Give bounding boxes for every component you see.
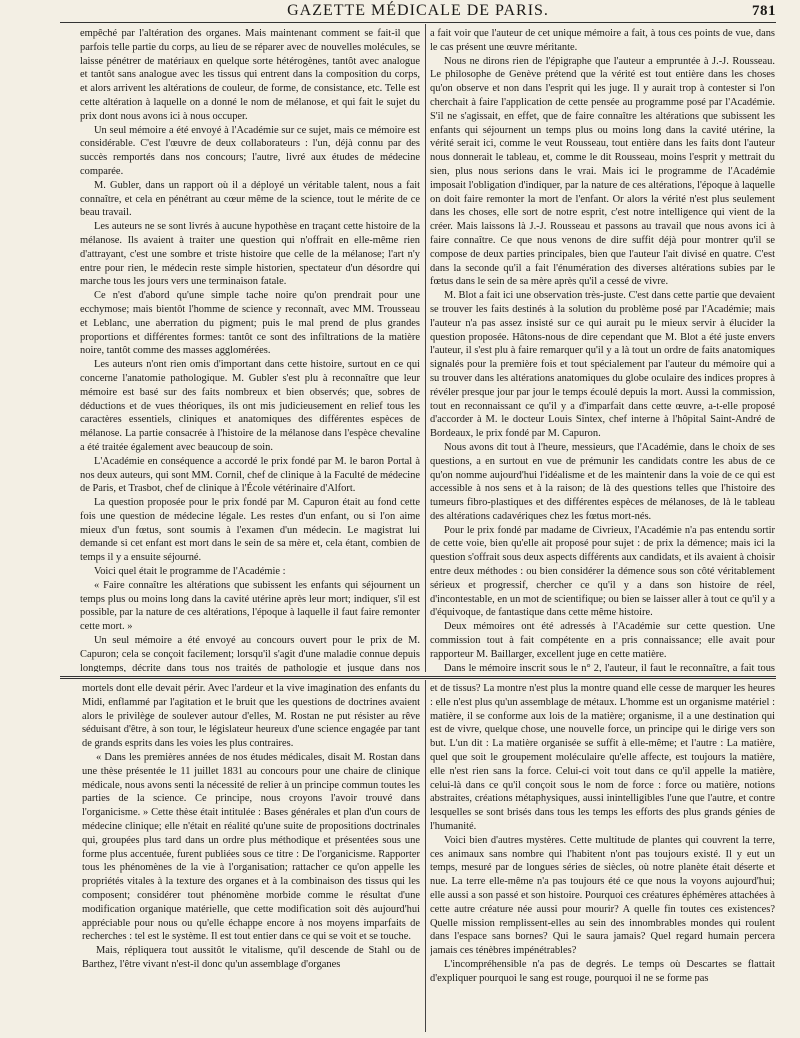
paragraph: a fait voir que l'auteur de cet unique mémoire a fait, à tous ces points de vue, dans le cas présent une œuvre méritante.: [430, 28, 775, 53]
paragraph: Voici bien d'autres mystères. Cette multitude de plantes qui couvrent la terre, ces animaux sans nombre qui l'habitent n'ont pas toujours existé. Il y eut un temps, mesuré par de longues séries de siècles, où notre planète était déserte et nue. La terre elle-même n'a pas toujours été ce que nous la voyons aujourd'hui; elle aussi a son passé et son histoire. Pourquoi ces créatures éphémères attachées à cette autre créature née aussi pour mourir? A quelle fin toutes ces existences? Quelle mission remplissent-elles au sein des innombrables mondes qui roulent dans l'espace sans bornes? Qui le saura jamais? Quel regard humain percera jamais ces ténèbres impénétrables?: [430, 834, 775, 957]
paragraph: M. Gubler, dans un rapport où il a déployé un véritable talent, nous a fait connaître, et cela en pénétrant au cœur même de la science, tout le mérite de ce beau travail.: [80, 179, 420, 219]
bottom-right-column: [430, 682, 775, 1032]
top-right-column: [430, 27, 775, 672]
page-header: [60, 0, 776, 23]
page-number: 781: [752, 2, 776, 19]
column-rule-top: [425, 24, 426, 672]
journal-title: GAZETTE MÉDICALE DE PARIS.: [287, 2, 549, 19]
paragraph: L'Académie en conséquence a accordé le prix fondé par M. le baron Portal à nos deux auteurs, qui sont MM. Cornil, chef de clinique à la Faculté de médecine de Paris, et Trasbot, chef de clinique à l'École vétérinaire d'Alfort.: [80, 455, 420, 495]
paragraph: Mais, répliquera tout aussitôt le vitalisme, qu'il descende de Stahl ou de Barthez, l'être vivant n'est-il donc qu'un assemblage d'organes: [82, 945, 420, 970]
paragraph: Voici quel était le programme de l'Académie :: [94, 566, 286, 578]
paragraph: M. Blot a fait ici une observation très-juste. C'est dans cette partie que devaient se trouver les faits destinés à la solution du problème posé par l'Académie; mais l'auteur n'a pas assez insisté sur ce qui aurait pu le mieux servir à élucider la question proposée. Hâtons-nous de dire cependant que M. Blot a été juste envers l'auteur, il s'est plu à faire remarquer qu'il y a là tout un ordre de faits anatomiques signalés pour la première fois et tout spécialement par l'auteur du mémoire qui a su trouver dans les altérations anatomiques du globe oculaire des indices propres à révéler presque jour par jour le temps écoulé depuis la mort. Aussi la commission, tout en reconnaissant ce qu'il y a d'imparfait dans cette œuvre, a-t-elle proposé d'accorder à M. le docteur Louis Sintex, chef interne à l'hôpital Saint-André de Bordeaux, le prix fondé par M. Capuron.: [430, 290, 775, 440]
paragraph: empêché par l'altération des organes. Mais maintenant comment se fait-il que parfois telle partie du corps, au lieu de se réparer avec de nouvelles molécules, se laisse pénétrer de matériaux en quelque sorte hétérogènes, tantôt avec analogue et tantôt sans analogue avec les tissus qui entrent dans la composition du corps, et alors arrivent les altérations de couleur, de forme, de consistance, etc. Telle est cette altération à laquelle on a donné le nom de mélanose, et qui fait le sujet du prix dont nous avons ici à nous occuper.: [80, 28, 420, 122]
bottom-left-column: [82, 682, 420, 1032]
paragraph: Un seul mémoire a été envoyé au concours ouvert pour le prix de M. Capuron; cela se conçoit facilement; lorsqu'il s'agit d'une maladie connue depuis longtemps, décrite dans tous nos traités de pathologie et jusque dans nos: [80, 635, 420, 672]
paragraph: Dans le mémoire inscrit sous le n° 2, l'auteur, il faut le reconnaître, a fait tous: [444, 662, 775, 672]
feuilleton-divider: [60, 676, 776, 679]
paragraph: Les auteurs ne se sont livrés à aucune hypothèse en traçant cette histoire de la mélanose. Ils avaient à traiter une question qui n'offrait en elle-même rien d'attrayant, c'est une sombre et triste histoire que celle de la mélanose; l'art n'y entre pour rien, le médecin reste simple historien, spectateur d'un désordre qui marche tous les jours vers une terminaison fatale.: [80, 221, 420, 288]
paragraph: « Faire connaître les altérations que subissent les enfants qui séjournent un temps plus ou moins long dans la cavité utérine après leur mort; indiquer, s'il est possible, par la nature de ces altérations, l'époque à laquelle il faut faire remonter cette mort. »: [80, 579, 420, 633]
paragraph: La question proposée pour le prix fondé par M. Capuron était au fond cette fois une question de médecine légale. Les restes d'un enfant, ou si l'on aime mieux d'un fœtus, sont soumis à l'examen d'un médecin. Le magistrat lui demande si cet enfant est mort dans le sein de sa mère et, cela étant, combien de temps il y a ensuite séjourné.: [80, 497, 420, 564]
paragraph: et de tissus? La montre n'est plus la montre quand elle cesse de marquer les heures : elle n'est plus qu'un assemblage de métaux. L'homme est un organisme matériel : matière, il se conforme aux lois de la matière; organisme, il a une destination qui est de vivre, quelque chose, une nouvelle force, un principe qui le dirige vers son but. L'un dit : La matière organisée se suffit à elle-même; et l'autre : La matière, quel que soit le groupement moléculaire qu'elle affecte, est toujours la matière, elle n'est rien sans la force. Celui-ci voit tout dans ce qu'il appelle la matière, celui-là dans ce qu'il conçoit sous le nom de force : force ou matière, notions abstraites, créations métaphysiques, aussi inintelligibles l'une que l'autre, et contre lesquelles se sont brisés dans tous les temps les efforts des plus grands génies de l'humanité.: [430, 683, 775, 832]
paragraph: Nous avons dit tout à l'heure, messieurs, que l'Académie, dans le choix de ses questions, a en surtout en vue de prémunir les candidats contre les abus de ce qu'on nomme aujourd'hui l'idéalisme et de les maintenir dans la voie de ce qui est accessible à nos sens et à la raison; de là des questions telles que l'histoire des tumeurs fibro-plastiques et des différentes espèces de mélanoses, de là le tableau des altérations cadavériques chez les fœtus mort-nés.: [430, 441, 775, 522]
paragraph: « Dans les premières années de nos études médicales, disait M. Rostan dans une thèse présentée le 11 juillet 1831 au concours pour une chaire de clinique médicale, nous avons senti la nécessité de relier à un principe commun toutes les parties de la science. Ce principe, nous croyons l'avoir trouvé dans l'organicisme. » Cette thèse était intitulée : Bases générales et plan d'un cours de médecine clinique; elle n'était en réalité qu'une suite de propositions doctrinales qui, groupées plus tard dans un ordre plus méthodique et présentées sous une forme plus accentuée, furent publiées sous ce titre : De l'organicisme. Rapporter tous les phénomènes de la vie à l'organisation; rattacher ce qu'on appelle les propriétés vitales à la texture des organes et à la combinaison des tissus qui les composent; considérer tout phénomène morbide comme le résultat d'une modification organique matérielle, que cette modification soit dès aujourd'hui appréciable pour nous ou qu'elle échappe encore à nos moyens imparfaits de recherches : tel est le système. Il est tout entier dans ce qui se voit et se touche.: [82, 751, 420, 943]
paragraph: mortels dont elle devait périr. Avec l'ardeur et la vive imagination des enfants du Midi, enflammé par l'agitation et le bruit que les questions de doctrines avaient alors le privilège de soulever autour d'elles, M. Rostan ne put résister au rêve séduisant d'être, à son tour, le législateur heureux d'une science engagée par tant de grands esprits dans les voies les plus contraires.: [82, 683, 420, 750]
paragraph: Ce n'est d'abord qu'une simple tache noire qu'on prendrait pour une ecchymose; mais bientôt l'homme de science y reconnaît, avec MM. Trousseau et Leblanc, une aberration du pigment; puis le mal prend de plus grandes proportions et différentes formes: tantôt ce sont des infiltrations de la matière noire, tantôt comme des masses agglomérées.: [80, 290, 420, 357]
paragraph: Deux mémoires ont été adressés à l'Académie sur cette question. Une commission tout à fait compétente en a pris connaissance; elle avait pour rapporteur M. Baillarger, excellent juge en cette matière.: [430, 621, 775, 660]
column-rule-bottom: [425, 680, 426, 1032]
paragraph: Un seul mémoire a été envoyé à l'Académie sur ce sujet, mais ce mémoire est considérable. C'est l'œuvre de deux collaborateurs : l'un, déjà connu par des succès remportés dans nos concours; l'autre, livré aux études de médecine comparée.: [80, 124, 420, 177]
paragraph: Nous ne dirons rien de l'épigraphe que l'auteur a empruntée à J.-J. Rousseau. Le philosophe de Genève prétend que la vérité est tout entière dans les choses qu'on observe et non dans l'esprit qui les juge. Il y aurait trop à contester si l'on cherchait à faire l'application de cette pensée au programme posé par l'Académie. S'il ne s'agissait, en effet, que de faire connaître les altérations que subissent les enfants qui séjournent un temps plus ou moins long dans la cavité utérine, la vérité serait ici, comme le veut Rousseau, tout entière dans les faits dont l'auteur nous donnerait le tableau, et, comme le dit Rousseau, moins l'esprit y mettrait du sien, plus nous serions dans le vrai. Mais ici le programme de l'Académie imposait l'obligation d'indiquer, par la nature de ces altérations, l'époque à laquelle on doit faire remonter la mort de l'enfant. Or alors la vérité n'est plus seulement dans les choses, elle sort de notre esprit, c'est notre intelligence qui vient de la créer. Mais laissons là J.-J. Rousseau et passons au travail que nous avons ici à faire connaître. Ce que nous venons de dire suffit déjà pour montrer qu'il se compose de deux parties principales, bien que l'auteur l'ait divisé en quatre. C'est dans la seconde qu'il a fait l'énumération des diverses altérations subies par le fœtus dans le sein de sa mère après qu'il a cessé de vivre.: [430, 55, 775, 288]
paragraph: Les auteurs n'ont rien omis d'important dans cette histoire, surtout en ce qui concerne l'anatomie pathologique. M. Gubler s'est plu à reconnaître que leur mémoire est basé sur des faits nombreux et bien observés; que, sobres de déductions et de vues théoriques, ils ont mis judicieusement en relief tous les caractères essentiels, cliniques et anatomiques des différentes espèces de mélanose. La partie consacrée à l'histoire de la mélanose dans l'espèce chevaline a été traitée également avec beaucoup de soin.: [80, 359, 420, 453]
paragraph: L'incompréhensible n'a pas de degrés. Le temps où Descartes se flattait d'expliquer pourquoi le sang est rouge, pourquoi il ne se forme pas: [430, 958, 775, 984]
top-left-column: [80, 27, 420, 672]
paragraph: Pour le prix fondé par madame de Civrieux, l'Académie n'a pas entendu sortir de cette voie, bien qu'elle ait proposé pour sujet : de prix la démence; mais ici la question s'offrait sous deux aspects différents aux candidats, et ils avaient à choisir entre deux méthodes : ou bien considérer la démence sous son côté véritablement sérieux et progressif, chercher ce qu'il y a dans son histoire de réel, d'incontestable, en un mot de scientifique; ou bien se laisser aller à tout ce qu'il y a d'équivoque, de fantastique dans cette même histoire.: [430, 524, 775, 619]
